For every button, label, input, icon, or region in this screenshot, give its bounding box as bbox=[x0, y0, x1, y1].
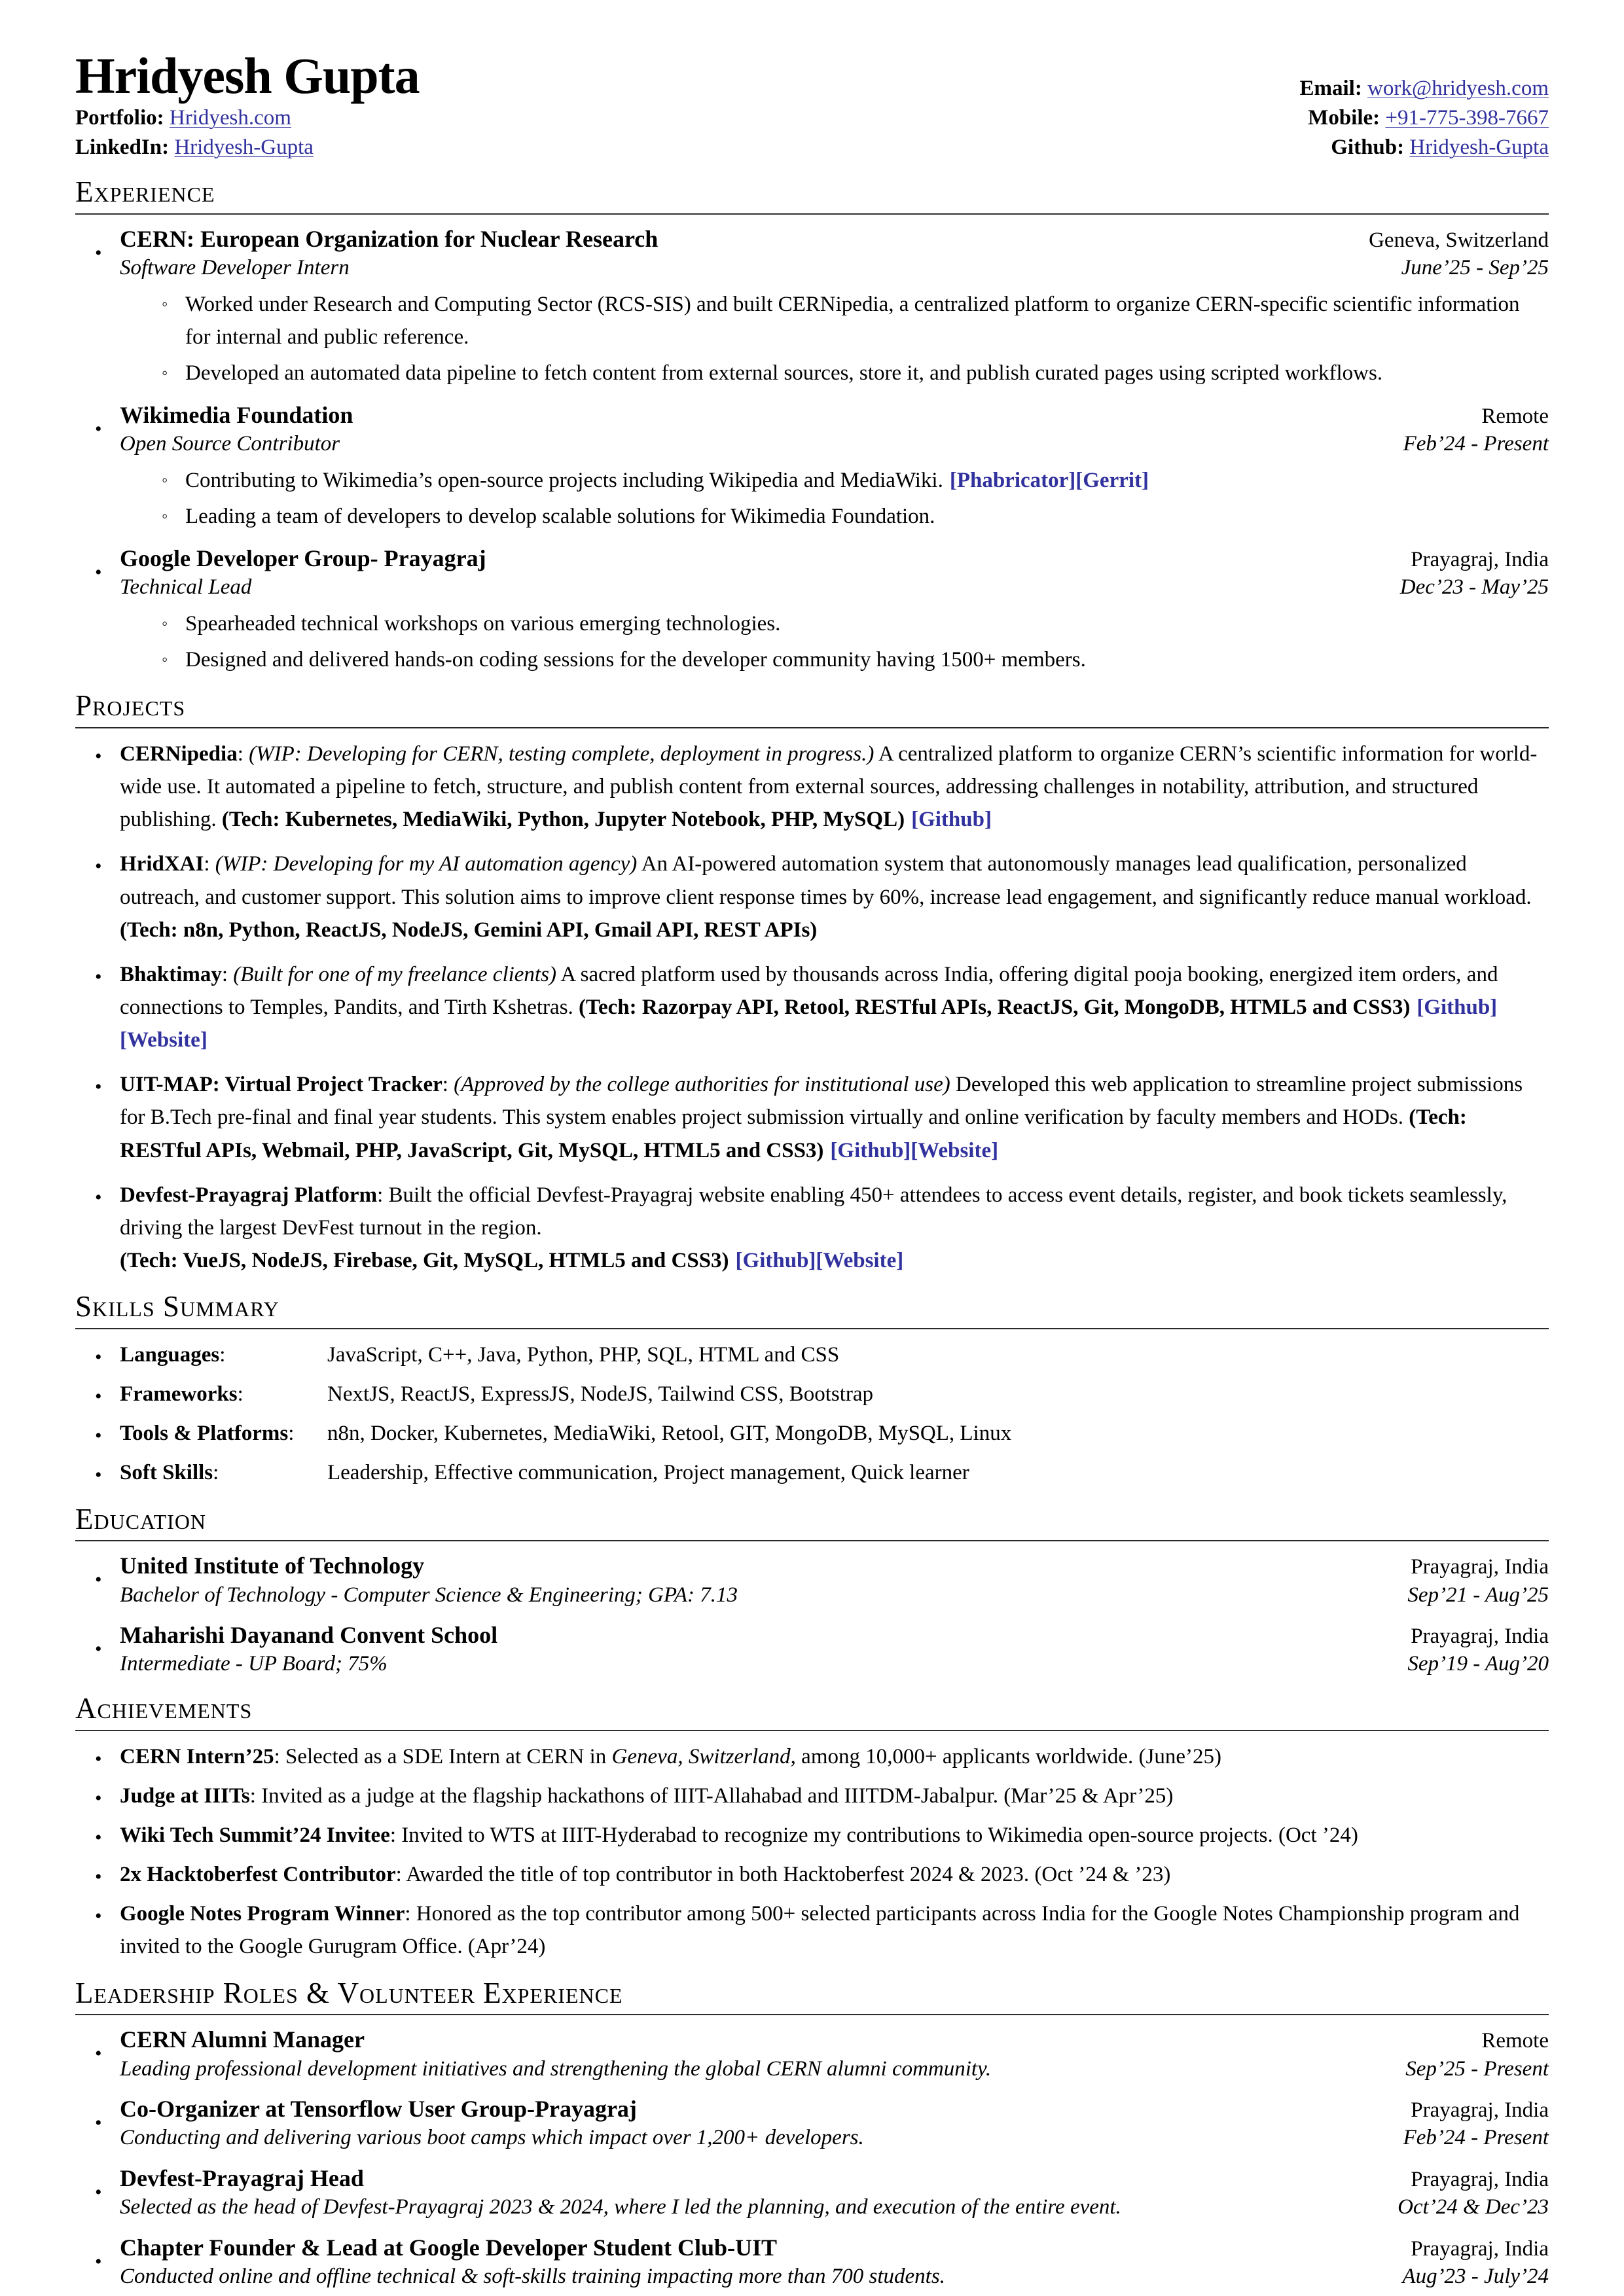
achievement-item bbox=[75, 1819, 1549, 1852]
section-rule bbox=[75, 1328, 1549, 1329]
contact-github bbox=[1299, 133, 1549, 162]
bullet-marker: • bbox=[95, 2181, 102, 2203]
separator: : bbox=[249, 1784, 262, 1808]
separator: : bbox=[204, 852, 215, 876]
date-range: Feb’24 - Present bbox=[1403, 432, 1549, 456]
linkedin-link[interactable]: Hridyesh-Gupta bbox=[174, 135, 314, 160]
achievement-text: Invited to WTS at IIIT-Hyderabad to recognize my contributions to Wikimedia open-source projects. (Oct ’24) bbox=[401, 1823, 1358, 1848]
project-links[interactable]: [Github] bbox=[911, 808, 992, 832]
experience-entry bbox=[75, 543, 1549, 676]
email-label: Email: bbox=[1299, 77, 1362, 101]
circle-marker: ◦ bbox=[162, 363, 168, 382]
project-item bbox=[75, 1179, 1549, 1277]
bullet-marker: • bbox=[95, 1464, 102, 1486]
section-rule bbox=[75, 2014, 1549, 2015]
circle-marker: ◦ bbox=[162, 294, 168, 314]
mobile-link[interactable]: +91-775-398-7667 bbox=[1385, 106, 1549, 130]
achievement-lead: 2x Hacktoberfest Contributor bbox=[120, 1863, 396, 1887]
experience-entry bbox=[75, 400, 1549, 533]
achievement-text: Awarded the title of top contributor in both Hacktoberfest 2024 & 2023. (Oct ’24 & ’23) bbox=[406, 1863, 1171, 1887]
project-item bbox=[75, 738, 1549, 836]
achievement-item bbox=[75, 1897, 1549, 1963]
bullet-marker: • bbox=[95, 2112, 102, 2134]
skill-value: Leadership, Effective communication, Project management, Quick learner bbox=[327, 1461, 969, 1485]
achievement-text: Honored as the top contributor among 500+ selected participants across India for the Google Notes Championship program and invited to the Google Gurugram Office. (Apr’24) bbox=[120, 1902, 1520, 1959]
bullet-item bbox=[120, 288, 1549, 353]
role-title: Software Developer Intern bbox=[120, 255, 350, 279]
separator: : bbox=[389, 1823, 402, 1848]
achievement-item bbox=[75, 1858, 1549, 1891]
bullet-text: Developed an automated data pipeline to fetch content from external sources, store it, and publish curated pages using scripted workflows. bbox=[185, 361, 1383, 385]
date-range: Aug’23 - July’24 bbox=[1402, 2264, 1549, 2288]
bullet-item bbox=[120, 607, 1549, 640]
entry-bullets bbox=[120, 607, 1549, 676]
bullet-marker: • bbox=[95, 1386, 102, 1408]
entry-bullets bbox=[120, 288, 1549, 389]
project-tech: (Tech: Razorpay API, Retool, RESTful APIs, ReactJS, Git, MongoDB, HTML5 and CSS3) bbox=[579, 996, 1411, 1020]
header-left bbox=[75, 48, 420, 162]
projects-list bbox=[75, 738, 1549, 1277]
project-name: UIT-MAP: Virtual Project Tracker bbox=[120, 1073, 442, 1097]
skill-label: Tools & Platforms: bbox=[120, 1422, 295, 1446]
linkedin-label: LinkedIn: bbox=[75, 135, 170, 160]
bullet-item bbox=[120, 357, 1549, 389]
date-range: Sep’25 - Present bbox=[1405, 2056, 1549, 2081]
bullet-text: Spearheaded technical workshops on various emerging technologies. bbox=[185, 611, 781, 636]
achievement-item bbox=[75, 1740, 1549, 1773]
separator: : bbox=[405, 1902, 416, 1926]
bullet-marker: • bbox=[95, 1569, 102, 1591]
bullet-item bbox=[120, 464, 1549, 497]
role-desc: Conducted online and offline technical & soft-skills training impacting more than 700 students. bbox=[120, 2264, 945, 2288]
achievement-lead: CERN Intern’25 bbox=[120, 1744, 274, 1768]
section-rule bbox=[75, 213, 1549, 215]
section-title-achievements: Achievements bbox=[75, 1691, 253, 1725]
date-range: June’25 - Sep’25 bbox=[1401, 255, 1549, 279]
skill-value: JavaScript, C++, Java, Python, PHP, SQL, HTML and CSS bbox=[327, 1343, 840, 1367]
bullet-marker: • bbox=[95, 1638, 102, 1660]
project-desc: Developed this web application to streamline project submissions for B.Tech pre-final and final year students. This system enables project submission virtually and online verification by faculty members and HODs. bbox=[120, 1073, 1523, 1130]
bullet-marker: • bbox=[95, 965, 102, 988]
bullet-marker: • bbox=[95, 1186, 102, 1208]
bullet-marker: • bbox=[95, 1076, 102, 1098]
org-name: Wikimedia Foundation bbox=[120, 401, 353, 428]
achievement-italic: Geneva, Switzerland, bbox=[611, 1744, 796, 1768]
project-desc: A centralized platform to organize CERN’s scientific information for world-wide use. It automated a pipeline to fetch, structure, and publish content from external sources, addressing challenges in notability, attribution, and structured publishing. bbox=[120, 742, 1538, 832]
project-note: (Approved by the college authorities for institutional use) bbox=[454, 1073, 950, 1097]
portfolio-link[interactable]: Hridyesh.com bbox=[169, 106, 291, 130]
date-range: Dec’23 - May’25 bbox=[1399, 575, 1549, 600]
project-item bbox=[75, 848, 1549, 946]
achievement-lead: Judge at IIITs bbox=[120, 1784, 250, 1808]
education-entry bbox=[75, 1620, 1549, 1679]
project-links[interactable]: [Github][Website] bbox=[830, 1138, 999, 1162]
role-location: Remote bbox=[1481, 2029, 1549, 2053]
github-label: Github: bbox=[1331, 135, 1405, 160]
section-title-projects: Projects bbox=[75, 689, 186, 723]
org-location: Geneva, Switzerland bbox=[1369, 228, 1549, 252]
project-name: HridXAI bbox=[120, 852, 204, 876]
skill-value: NextJS, ReactJS, ExpressJS, NodeJS, Tailwind CSS, Bootstrap bbox=[327, 1382, 874, 1407]
project-tech: (Tech: VueJS, NodeJS, Firebase, Git, MySQL, HTML5 and CSS3) bbox=[120, 1249, 729, 1273]
project-name: Bhaktimay bbox=[120, 962, 222, 986]
role-desc: Conducting and delivering various boot camps which impact over 1,200+ developers. bbox=[120, 2126, 864, 2150]
project-tech: (Tech: Kubernetes, MediaWiki, Python, Jupyter Notebook, PHP, MySQL) bbox=[221, 808, 905, 832]
role-name: Chapter Founder & Lead at Google Developer Student Club-UIT bbox=[120, 2234, 778, 2261]
section-title-education: Education bbox=[75, 1502, 207, 1535]
project-note: (WIP: Developing for my AI automation agency) bbox=[215, 852, 638, 876]
section-skills bbox=[75, 1290, 1549, 1489]
org-name: CERN: European Organization for Nuclear Research bbox=[120, 225, 659, 252]
role-title: Open Source Contributor bbox=[120, 432, 340, 456]
contact-linkedin bbox=[75, 133, 420, 162]
separator: : bbox=[237, 742, 249, 766]
project-item bbox=[75, 1068, 1549, 1166]
project-name: CERNipedia bbox=[120, 742, 238, 766]
bullet-text: Leading a team of developers to develop scalable solutions for Wikimedia Foundation. bbox=[185, 504, 935, 528]
achievements-list bbox=[75, 1740, 1549, 1964]
leadership-entry bbox=[75, 2233, 1549, 2291]
bullet-marker: • bbox=[95, 242, 102, 264]
contact-mobile bbox=[1299, 103, 1549, 133]
circle-marker: ◦ bbox=[162, 506, 168, 526]
bullet-marker: • bbox=[95, 2043, 102, 2065]
separator: : bbox=[395, 1863, 406, 1887]
leadership-entry bbox=[75, 2163, 1549, 2222]
bullet-marker: • bbox=[95, 561, 102, 583]
bullet-marker: • bbox=[95, 1425, 102, 1447]
section-achievements bbox=[75, 1692, 1549, 1964]
bullet-text: Worked under Research and Computing Sector (RCS-SIS) and built CERNipedia, a centralized platform to organize CERN-specific scientific information for internal and public reference. bbox=[185, 292, 1520, 349]
section-leadership bbox=[75, 1977, 1549, 2291]
project-desc: An AI-powered automation system that autonomously manages lead qualification, personalized outreach, and customer support. This solution aims to improve client response times by 60%, increase lead engagement, and significantly reduce manual workload. bbox=[120, 852, 1532, 909]
leadership-entry bbox=[75, 2024, 1549, 2083]
bullet-item bbox=[120, 643, 1549, 676]
project-name: Devfest-Prayagraj Platform bbox=[120, 1183, 378, 1207]
circle-marker: ◦ bbox=[162, 613, 168, 633]
bullet-marker: • bbox=[95, 1827, 102, 1849]
school-name: Maharishi Dayanand Convent School bbox=[120, 1622, 498, 1649]
entry-head bbox=[95, 2094, 1549, 2153]
contact-email bbox=[1299, 74, 1549, 103]
date-range: Sep’21 - Aug’25 bbox=[1407, 1583, 1549, 1607]
role-desc: Leading professional development initiatives and strengthening the global CERN alumni community. bbox=[120, 2056, 992, 2081]
education-entry bbox=[75, 1551, 1549, 1609]
project-desc: Built the official Devfest-Prayagraj website enabling 450+ attendees to access event details, register, and book tickets seamlessly, driving the largest DevFest turnout in the region. bbox=[120, 1183, 1507, 1240]
circle-marker: ◦ bbox=[162, 650, 168, 670]
org-location: Remote bbox=[1481, 404, 1549, 428]
role-location: Prayagraj, India bbox=[1411, 2098, 1549, 2123]
role-name: Devfest-Prayagraj Head bbox=[120, 2164, 364, 2191]
bullet-marker: • bbox=[95, 855, 102, 878]
github-link[interactable]: Hridyesh-Gupta bbox=[1409, 135, 1549, 160]
achievement-item bbox=[75, 1780, 1549, 1812]
circle-marker: ◦ bbox=[162, 470, 168, 490]
date-range: Feb’24 - Present bbox=[1403, 2126, 1549, 2150]
email-link[interactable]: work@hridyesh.com bbox=[1367, 77, 1549, 101]
project-tech: (Tech: n8n, Python, ReactJS, NodeJS, Gemini API, Gmail API, REST APIs) bbox=[120, 918, 818, 942]
achievement-text: Selected as a SDE Intern at CERN in bbox=[285, 1744, 612, 1768]
section-experience bbox=[75, 175, 1549, 676]
achievement-lead: Wiki Tech Summit’24 Invitee bbox=[120, 1823, 390, 1848]
bullet-marker: • bbox=[95, 1748, 102, 1770]
skills-list bbox=[75, 1338, 1549, 1490]
role-title: Technical Lead bbox=[120, 575, 252, 600]
skill-row bbox=[75, 1338, 1549, 1371]
achievement-lead: Google Notes Program Winner bbox=[120, 1902, 405, 1926]
portfolio-label: Portfolio: bbox=[75, 106, 164, 130]
section-title-experience: Experience bbox=[75, 175, 215, 208]
entry-head bbox=[95, 2163, 1549, 2222]
entry-head bbox=[95, 1551, 1549, 1609]
bullet-marker: • bbox=[95, 418, 102, 440]
bullet-marker: • bbox=[95, 1346, 102, 1369]
skill-value: n8n, Docker, Kubernetes, MediaWiki, Retool, GIT, MongoDB, MySQL, Linux bbox=[327, 1422, 1012, 1446]
role-name: Co-Organizer at Tensorflow User Group-Prayagraj bbox=[120, 2096, 637, 2123]
entry-head bbox=[95, 1620, 1549, 1679]
skill-label: Soft Skills: bbox=[120, 1461, 219, 1485]
section-education bbox=[75, 1503, 1549, 1679]
entry-head bbox=[95, 2233, 1549, 2291]
mobile-label: Mobile: bbox=[1308, 106, 1380, 130]
achievement-text: Invited as a judge at the flagship hackathons of IIIT-Allahabad and IIITDM-Jabalpur. (Mar’25 & Apr’25) bbox=[261, 1784, 1174, 1808]
date-range: Sep’19 - Aug’20 bbox=[1407, 1652, 1549, 1676]
bullet-text: Designed and delivered hands-on coding sessions for the developer community having 1500+ members. bbox=[185, 648, 1086, 672]
org-location: Prayagraj, India bbox=[1411, 548, 1549, 572]
section-title-skills: Skills Summary bbox=[75, 1290, 280, 1323]
project-tech-line bbox=[120, 1244, 1549, 1277]
leadership-entry bbox=[75, 2094, 1549, 2153]
project-note: (WIP: Developing for CERN, testing complete, deployment in progress.) bbox=[249, 742, 875, 766]
section-projects bbox=[75, 689, 1549, 1277]
entry-head bbox=[95, 2024, 1549, 2083]
separator: : bbox=[274, 1744, 285, 1768]
role-name: CERN Alumni Manager bbox=[120, 2026, 365, 2053]
entry-head bbox=[95, 400, 1549, 459]
degree: Bachelor of Technology - Computer Science & Engineering; GPA: 7.13 bbox=[120, 1583, 738, 1607]
section-rule bbox=[75, 1730, 1549, 1731]
entry-head bbox=[95, 224, 1549, 283]
bullet-marker: • bbox=[95, 1905, 102, 1928]
skill-row bbox=[75, 1378, 1549, 1410]
separator: : bbox=[442, 1073, 454, 1097]
role-desc: Selected as the head of Devfest-Prayagraj 2023 & 2024, where I led the planning, and execution of the entire event. bbox=[120, 2195, 1121, 2219]
school-location: Prayagraj, India bbox=[1411, 1624, 1549, 1649]
skill-row bbox=[75, 1456, 1549, 1489]
person-name: Hridyesh Gupta bbox=[75, 47, 420, 104]
experience-entry bbox=[75, 224, 1549, 389]
bullet-text: Contributing to Wikimedia’s open-source projects including Wikipedia and MediaWiki. bbox=[185, 468, 943, 492]
skill-label: Languages: bbox=[120, 1343, 226, 1367]
role-location: Prayagraj, India bbox=[1411, 2167, 1549, 2191]
bullet-marker: • bbox=[95, 1787, 102, 1809]
project-tech: (Tech: RESTful APIs, Webmail, PHP, JavaScript, Git, MySQL, HTML5 and CSS3) bbox=[120, 1105, 1467, 1162]
role-location: Prayagraj, India bbox=[1411, 2236, 1549, 2261]
school-name: United Institute of Technology bbox=[120, 1552, 425, 1579]
project-links[interactable]: [Github][Website] bbox=[120, 996, 1498, 1052]
bullet-marker: • bbox=[95, 745, 102, 767]
skill-label: Frameworks: bbox=[120, 1382, 244, 1407]
org-name: Google Developer Group- Prayagraj bbox=[120, 545, 486, 572]
separator: : bbox=[377, 1183, 389, 1207]
date-range: Oct’24 & Dec’23 bbox=[1398, 2195, 1549, 2219]
project-desc: A sacred platform used by thousands across India, offering digital pooja booking, energized item orders, and connections to Temples, Pandits, and Tirth Kshetras. bbox=[120, 962, 1498, 1020]
achievement-text: among 10,000+ applicants worldwide. (June’25) bbox=[795, 1744, 1221, 1768]
entry-bullets bbox=[120, 464, 1549, 533]
contact-portfolio bbox=[75, 103, 420, 133]
bullet-links[interactable]: [Phabricator][Gerrit] bbox=[949, 468, 1149, 492]
section-title-leadership: Leadership Roles & Volunteer Experience bbox=[75, 1976, 623, 2009]
skill-row bbox=[75, 1417, 1549, 1450]
section-rule bbox=[75, 1540, 1549, 1541]
project-item bbox=[75, 958, 1549, 1056]
project-note: (Built for one of my freelance clients) bbox=[233, 962, 556, 986]
header bbox=[75, 48, 1549, 162]
project-links[interactable]: [Github][Website] bbox=[735, 1249, 904, 1273]
degree: Intermediate - UP Board; 75% bbox=[120, 1652, 388, 1676]
school-location: Prayagraj, India bbox=[1411, 1555, 1549, 1579]
section-rule bbox=[75, 727, 1549, 728]
bullet-marker: • bbox=[95, 1866, 102, 1888]
entry-head bbox=[95, 543, 1549, 602]
bullet-marker: • bbox=[95, 2250, 102, 2272]
header-right bbox=[1299, 74, 1549, 162]
bullet-item bbox=[120, 500, 1549, 533]
separator: : bbox=[221, 962, 234, 986]
